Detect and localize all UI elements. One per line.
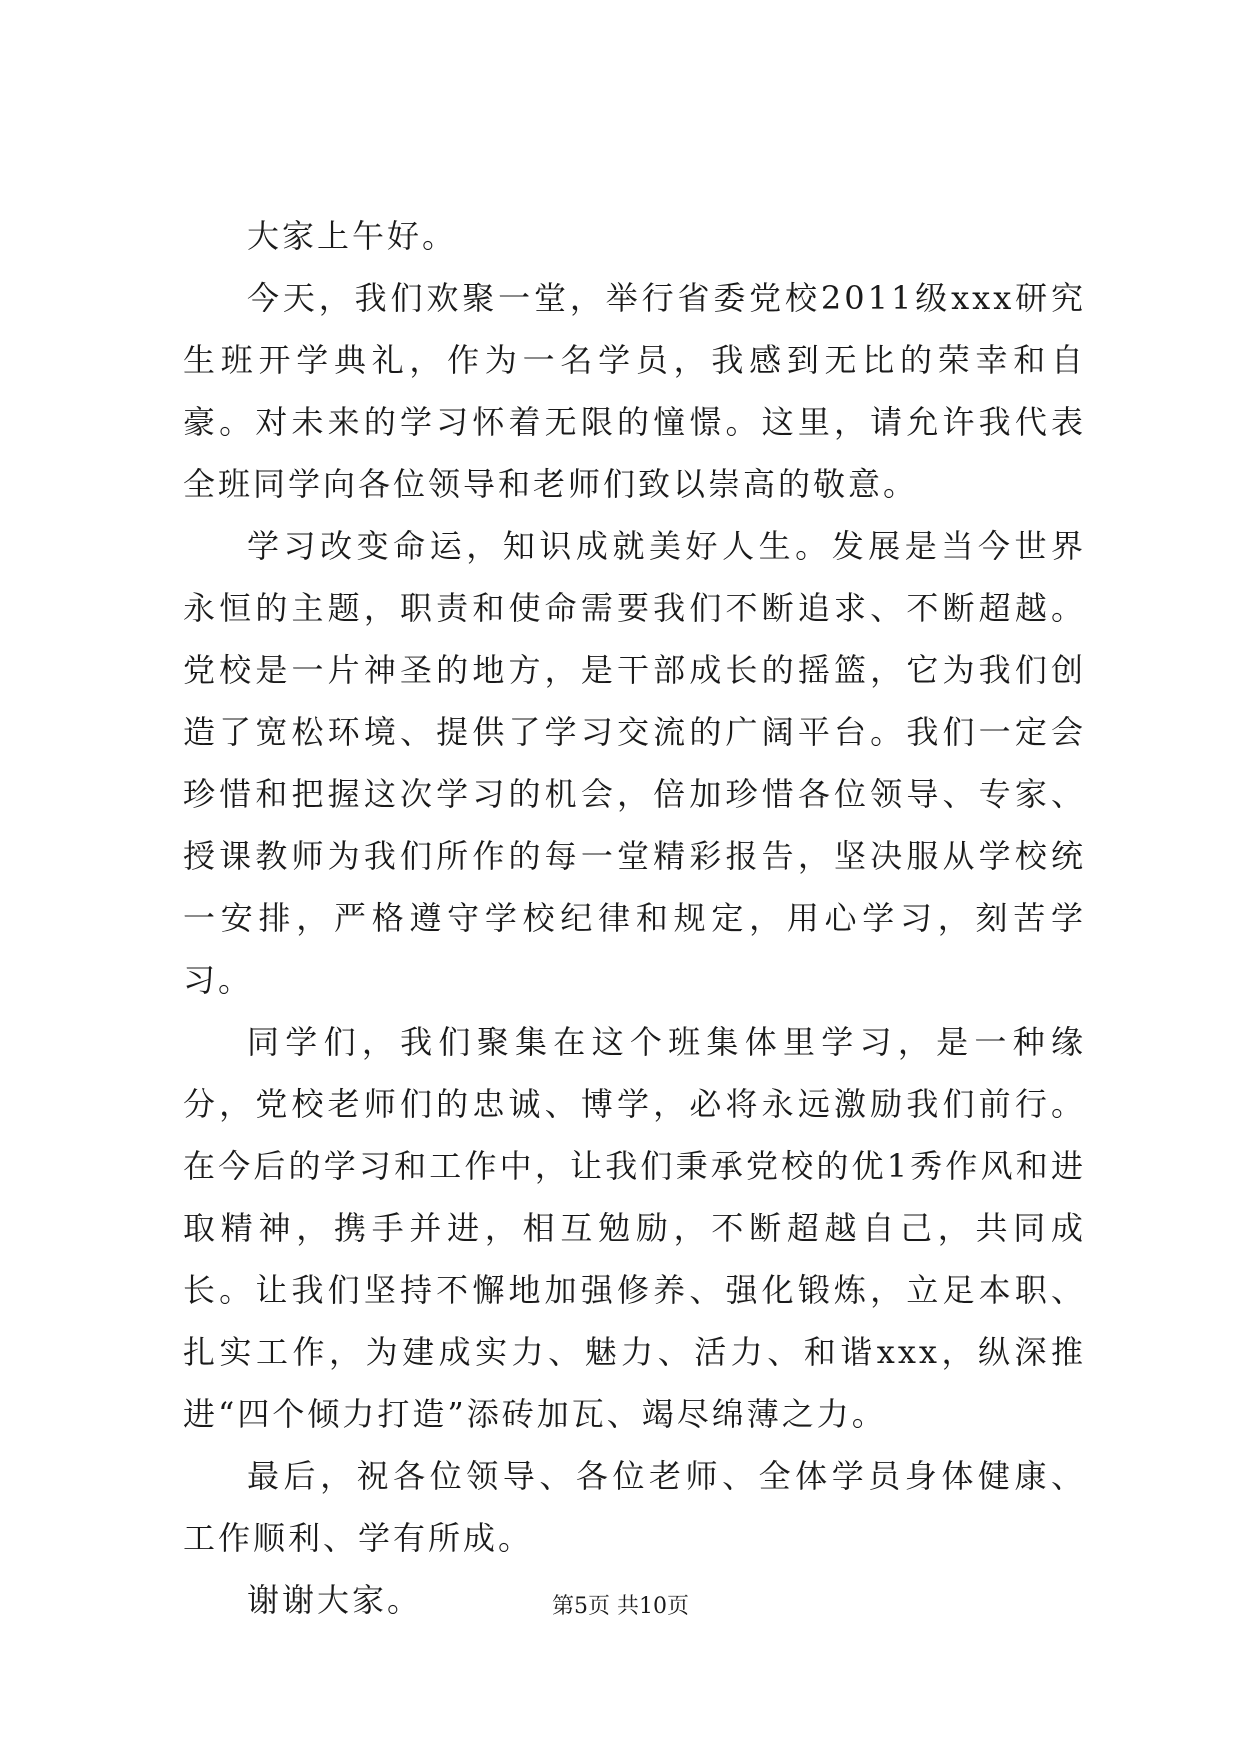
paragraph-classmates: 同学们，我们聚集在这个班集体里学习，是一种缘分，党校老师们的忠诚、博学，必将永远激励我们前行。在今后的学习和工作中，让我们秉承党校的优1秀作风和进取精神，携手并进，相互勉励，不断超越自己，共同成长。让我们坚持不懈地加强修养、强化锻炼，立足本职、扎实工作，为建成实力、魅力、活力、和谐xxx，纵深推进“四个倾力打造”添砖加瓦、竭尽绵薄之力。	[183, 1023, 1086, 1433]
page-number-footer: 第5页 共10页	[552, 1594, 689, 1619]
paragraph-learning: 学习改变命运，知识成就美好人生。发展是当今世界永恒的主题，职责和使命需要我们不断追求、不断超越。党校是一片神圣的地方，是干部成长的摇篮，它为我们创造了宽松环境、提供了学习交流的广阔平台。我们一定会珍惜和把握这次学习的机会，倍加珍惜各位领导、专家、授课教师为我们所作的每一堂精彩报告，坚决服从学校统一安排，严格遵守学校纪律和规定，用心学习，刻苦学习。	[183, 527, 1086, 999]
paragraph-wishes: 最后，祝各位领导、各位老师、全体学员身体健康、工作顺利、学有所成。	[183, 1457, 1086, 1557]
paragraph-greeting: 大家上午好。	[247, 217, 458, 255]
document-body	[183, 205, 1086, 1631]
paragraph-thanks: 谢谢大家。	[247, 1581, 423, 1619]
paragraph-opening: 今天，我们欢聚一堂，举行省委党校2011级xxx研究生班开学典礼，作为一名学员，我感到无比的荣幸和自豪。对未来的学习怀着无限的憧憬。这里，请允许我代表全班同学向各位领导和老师们致以崇高的敬意。	[183, 279, 1086, 503]
